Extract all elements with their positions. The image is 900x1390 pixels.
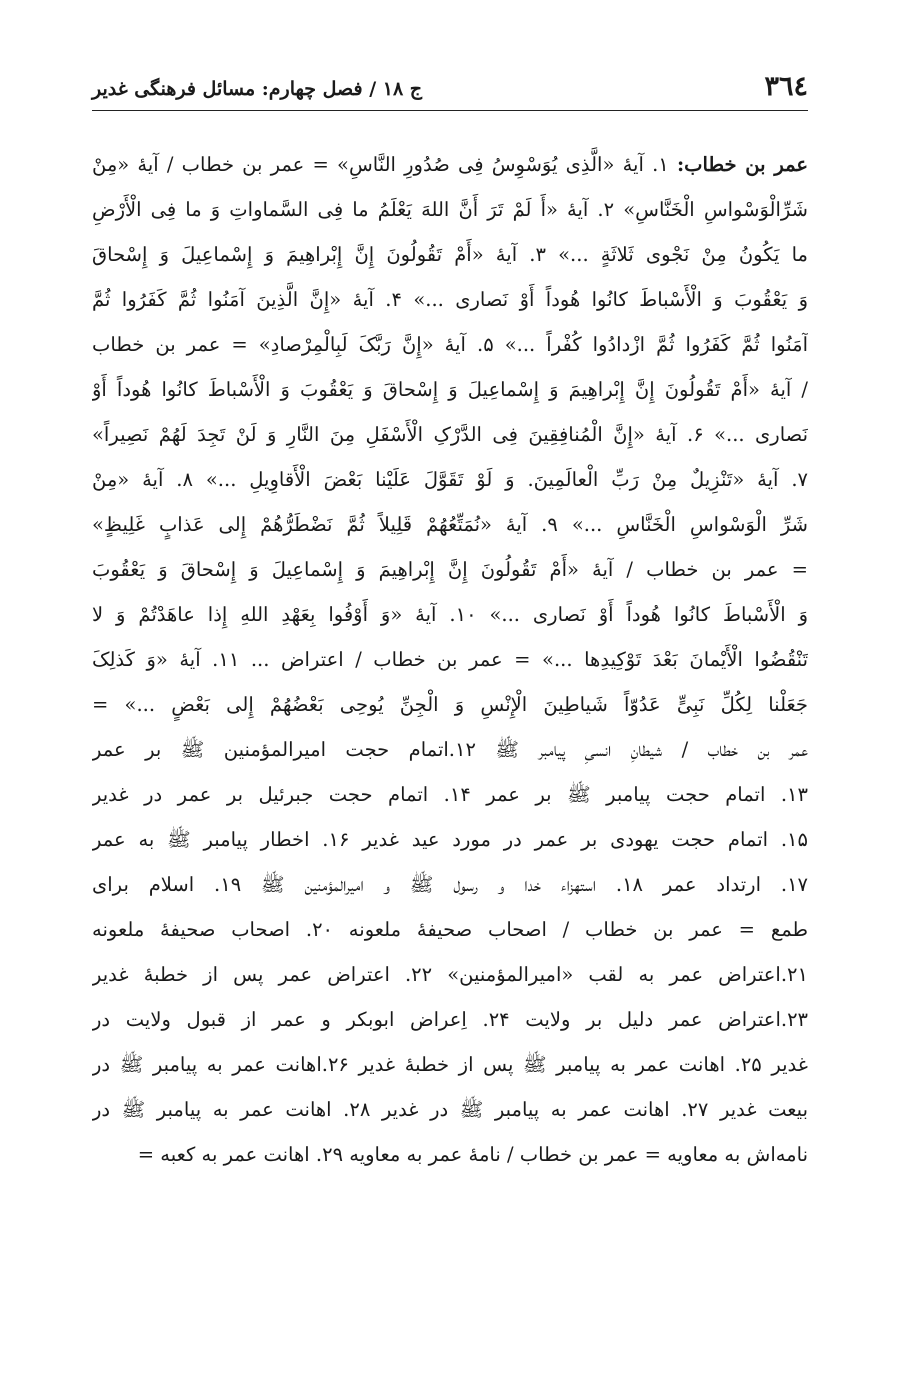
text-line: آمَنُوا ثُمَّ کَفَرُوا ثُمَّ ازْدادُوا کُفْراً ...» ۵. آیهٔ «إِنَّ رَبَّکَ لَبِالْمِرْصادِ» = عمر بن خطاب [92, 333, 808, 356]
text-line: ١٧. ارتداد عمر ١٨. استهزاء خدا و رسول ﷺ و امیرالمؤمنین ﷺ ١٩. اسلام برای [92, 873, 808, 896]
running-head: ج ١٨ / فصل چهارم: مسائل فرهنگی غدیر [92, 78, 423, 100]
text-line: نَصاری ...» ۶. آیهٔ «إِنَّ الْمُنافِقِینَ فِی الدَّرْکِ الْأَسْفَلِ مِنَ النَّارِ وَ لَنْ تَجِدَ لَهُمْ نَصِیراً» [92, 423, 808, 446]
text-line: شَرِّ الْوَسْواسِ الْخَنَّاسِ ...» ٩. آیهٔ «نُمَتِّعُهُمْ قَلِیلاً ثُمَّ نَضْطَرُّهُمْ إِلی عَذابٍ غَلِیظٍ» [92, 513, 808, 536]
text-line: طمع = عمر بن خطاب / اصحاب صحیفهٔ ملعونه ٢٠. اصحاب صحیفهٔ ملعونه [92, 918, 808, 941]
text-line [92, 142, 808, 187]
lead-term: عمر بن خطاب: [676, 153, 808, 176]
text-line: = عمر بن خطاب / آیهٔ «أَمْ تَقُولُونَ إِنَّ إِبْراهِیمَ وَ إِسْماعِیلَ وَ إِسْحاقَ وَ یَعْقُوبَ [92, 558, 808, 581]
text-line: ٢١.اعتراض عمر به لقب «امیرالمؤمنین» ٢٢. اعتراض عمر پس از خطبهٔ غدیر [92, 963, 808, 986]
page-number: ٣٦٤ [764, 71, 808, 102]
text-line: ٧. آیهٔ «تَنْزِیلٌ مِنْ رَبِّ الْعالَمِینَ. وَ لَوْ تَقَوَّلَ عَلَیْنا بَعْضَ الْأَقاوِیلِ ...» ٨. آیهٔ «مِنْ [92, 468, 808, 491]
text-line: غدیر ٢۵. اهانت عمر به پیامبر ﷺ پس از خطبهٔ غدیر ٢۶.اهانت عمر به پیامبر ﷺ در [92, 1053, 808, 1076]
text-line: وَ یَعْقُوبَ وَ الْأَسْباطَ کانُوا هُوداً أَوْ نَصاری ...» ۴. آیهٔ «إِنَّ الَّذِینَ آمَنُوا ثُمَّ کَفَرُوا ثُمَّ [92, 288, 808, 311]
text-line: نامه‌اش به معاویه = عمر بن خطاب / نامهٔ عمر به معاویه ٢٩. اهانت عمر به کعبه = [137, 1143, 808, 1166]
text-line: ١۵. اتمام حجت یهودی بر عمر در مورد عید غدیر ١۶. اخطار پیامبر ﷺ به عمر [92, 828, 808, 851]
text-line: جَعَلْنا لِکُلِّ نَبِیٍّ عَدُوّاً شَیاطِینَ الْإِنْسِ وَ الْجِنِّ یُوحِی بَعْضُهُمْ إِلی بَعْضٍ ...» = [92, 693, 808, 716]
text-line: / آیهٔ «أَمْ تَقُولُونَ إِنَّ إِبْراهِیمَ وَ إِسْماعِیلَ وَ إِسْحاقَ وَ یَعْقُوبَ وَ الْأَسْباطَ کانُوا هُوداً أَوْ [92, 378, 808, 401]
body-text [92, 142, 808, 1177]
text-line: ١٣. اتمام حجت پیامبر ﷺ بر عمر ١۴. اتمام حجت جبرئیل بر عمر در غدیر [92, 783, 808, 806]
page-header [92, 62, 808, 108]
text-line: ٢٣.اعتراض عمر دلیل بر ولایت ٢۴. اِعراض ابوبکر و عمر از قبول ولایت در [92, 1008, 808, 1031]
text-line: تَنْقُضُوا الْأَیْمانَ بَعْدَ تَوْکِیدِها ...» = عمر بن خطاب / اعتراض ... ١١. آیهٔ «وَ کَذلِکَ [92, 648, 808, 671]
text-line: بیعت غدیر ٢٧. اهانت عمر به پیامبر ﷺ در غدیر ٢٨. اهانت عمر به پیامبر ﷺ در [92, 1098, 808, 1121]
text-line: شَرِّالْوَسْواسِ الْخَنَّاسِ» ٢. آیهٔ «أَ لَمْ تَرَ أَنَّ اللهَ یَعْلَمُ ما فِی السَّماواتِ وَ ما فِی الْأَرْضِ [92, 198, 808, 221]
text-line: ما یَکُونُ مِنْ نَجْوی ثَلاثَةٍ ...» ٣. آیهٔ «أَمْ تَقُولُونَ إِنَّ إِبْراهِیمَ وَ إِسْماعِیلَ وَ إِسْحاقَ [92, 243, 808, 266]
header-rule [92, 110, 808, 111]
text-line: عمر بن خطاب / شیطانِ انسیِ پیامبر ﷺ ١٢.اتمام حجت امیرالمؤمنین ﷺ بر عمر [92, 738, 808, 761]
line-text: ١. آیهٔ «الَّذِی یُوَسْوِسُ فِی صُدُورِ النَّاسِ» = عمر بن خطاب / آیهٔ «مِنْ [92, 153, 677, 176]
text-line: وَ الْأَسْباطَ کانُوا هُوداً أَوْ نَصاری ...» ١٠. آیهٔ «وَ أَوْفُوا بِعَهْدِ اللهِ إِذا عاهَدْتُمْ وَ لا [92, 603, 808, 626]
